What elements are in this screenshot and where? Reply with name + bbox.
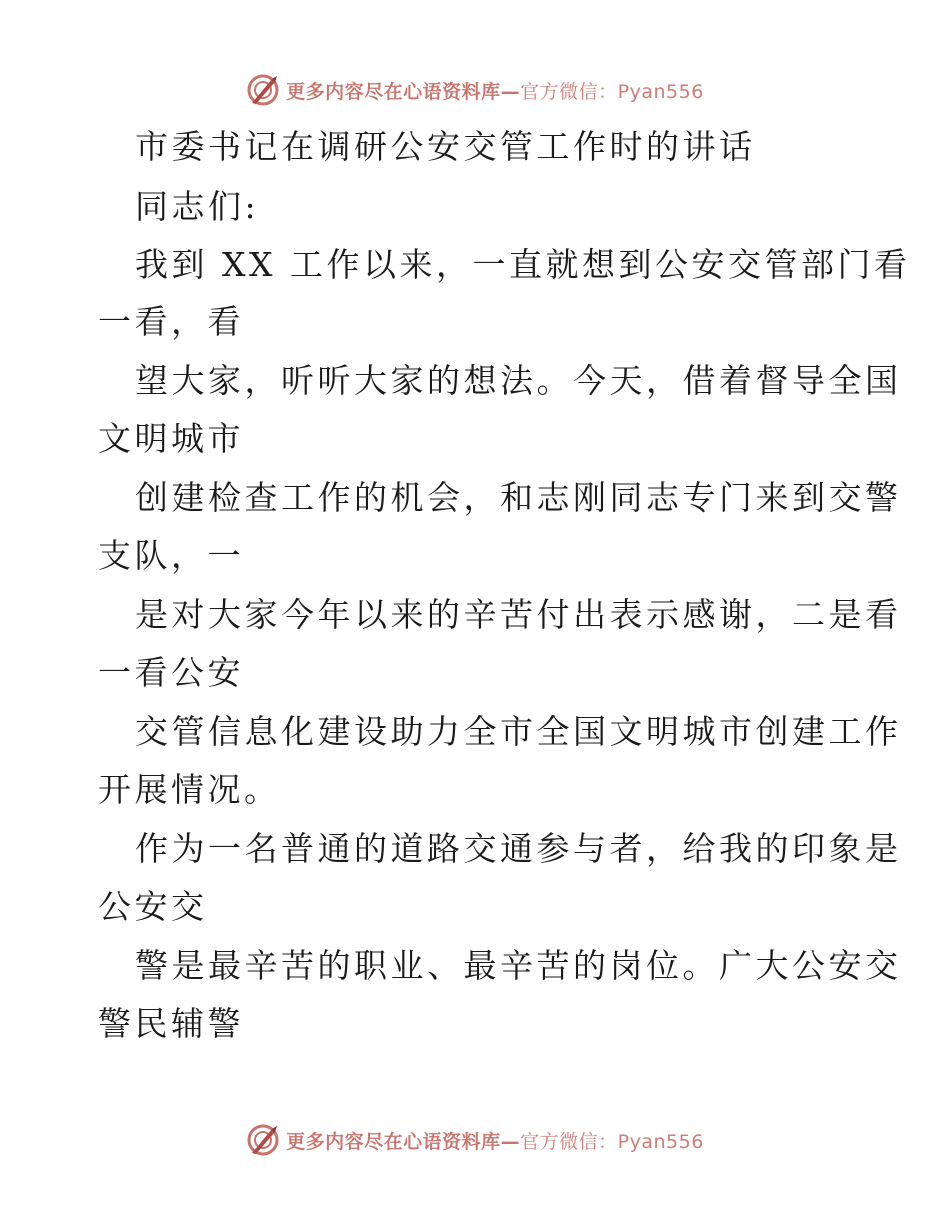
text-line: 我到 XX 工作以来，一直就想到公安交管部门看 [135,245,911,284]
text-line: 文明城市 [98,419,244,458]
text-line: 支队，一 [98,536,244,575]
greeting: 同志们: [135,187,260,226]
banner-text: 更多内容尽在心语资料库—官方微信：Pyan556 [286,80,704,103]
banner-text: 更多内容尽在心语资料库—官方微信：Pyan556 [286,1130,704,1153]
text-line: 警民辅警 [98,1004,244,1043]
text-line: 创建检查工作的机会，和志刚同志专门来到交警 [135,478,902,517]
text-line: 开展情况。 [98,770,281,809]
text-line: 望大家，听听大家的想法。今天，借着督导全国 [135,361,902,400]
banner-wechat: 官方微信：Pyan556 [520,80,704,103]
quill-logo-icon [246,73,280,107]
quill-logo-icon [246,1123,280,1157]
header-watermark-banner [0,70,950,110]
text-line: 交管信息化建设助力全市全国文明城市创建工作 [135,712,902,751]
text-line: 一看，看 [98,302,244,341]
text-line: 作为一名普通的道路交通参与者，给我的印象是 [135,829,902,868]
document-title: 市委书记在调研公安交管工作时的讲话 [135,127,756,166]
text-line: 是对大家今年以来的辛苦付出表示感谢，二是看 [135,595,902,634]
footer-watermark-banner [0,1120,950,1160]
banner-wechat: 官方微信：Pyan556 [520,1130,704,1153]
text-line: 一看公安 [98,653,244,692]
text-line: 警是最辛苦的职业、最辛苦的岗位。广大公安交 [135,946,902,985]
text-line: 公安交 [98,887,208,926]
